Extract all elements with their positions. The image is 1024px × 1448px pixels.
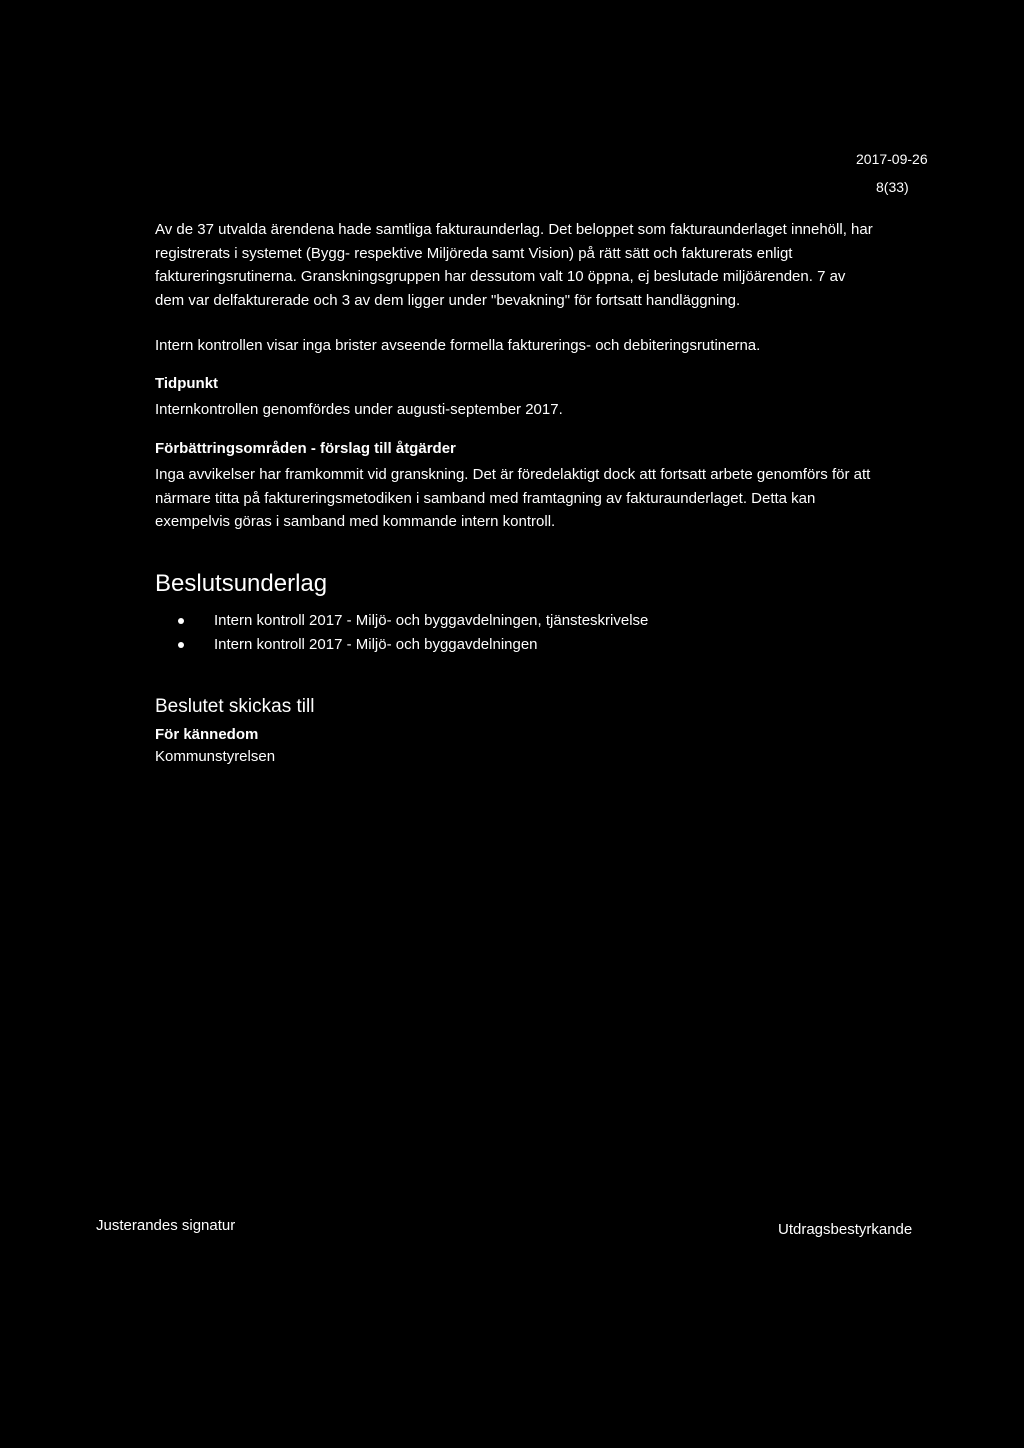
beslutet-skickas-heading: Beslutet skickas till: [155, 696, 315, 717]
tidpunkt-text: Internkontrollen genomfördes under augusti-september 2017.: [155, 401, 563, 418]
improvement-text: Inga avvikelser har framkommit vid granskning. Det är föredelaktigt dock att fortsatt arbete genomförs för att närmare titta på faktureringsmetodiken i samband med framtagning av fakturaunderlaget. Detta kan exempelvis göras i samband med kommande intern kontroll.: [155, 466, 871, 531]
beslutsunderlag-heading: Beslutsunderlag: [155, 570, 328, 597]
beslutsunderlag-list: [178, 609, 648, 657]
document-date: 2017-09-26: [856, 151, 928, 167]
signature-label: Justerandes signatur: [96, 1217, 236, 1234]
list-item-label: Intern kontroll 2017 - Miljö- och byggavdelningen: [214, 636, 538, 653]
list-item: [178, 633, 648, 657]
recipient: Kommunstyrelsen: [155, 748, 276, 765]
certification-label: Utdragsbestyrkande: [778, 1221, 913, 1238]
page-number: 8(33): [876, 179, 909, 195]
list-item-label: Intern kontroll 2017 - Miljö- och byggavdelningen, tjänsteskrivelse: [214, 612, 649, 629]
tidpunkt-heading: Tidpunkt: [155, 375, 219, 392]
improvement-heading: Förbättringsområden - förslag till åtgärder: [155, 440, 456, 457]
intro-paragraph: Av de 37 utvalda ärendena hade samtliga fakturaunderlag. Det beloppet som fakturaunderlaget innehöll, har registrerats i systemet (Bygg- respektive Miljöreda samt Vision) på rätt sätt och fakturerats enligt faktureringsrutinerna. Granskningsgruppen har dessutom valt 10 öppna, ej beslutade miljöärenden. 7 av dem var delfakturerade och 3 av dem ligger under "bevakning" för fortsatt handläggning.: [155, 221, 873, 309]
summary-paragraph: Intern kontrollen visar inga brister avseende formella fakturerings- och debiteringsrutinerna.: [155, 337, 761, 354]
bullet-icon: [178, 618, 184, 624]
bullet-icon: [178, 642, 184, 648]
kannedom-subheading: För kännedom: [155, 726, 259, 743]
list-item: [178, 609, 648, 633]
